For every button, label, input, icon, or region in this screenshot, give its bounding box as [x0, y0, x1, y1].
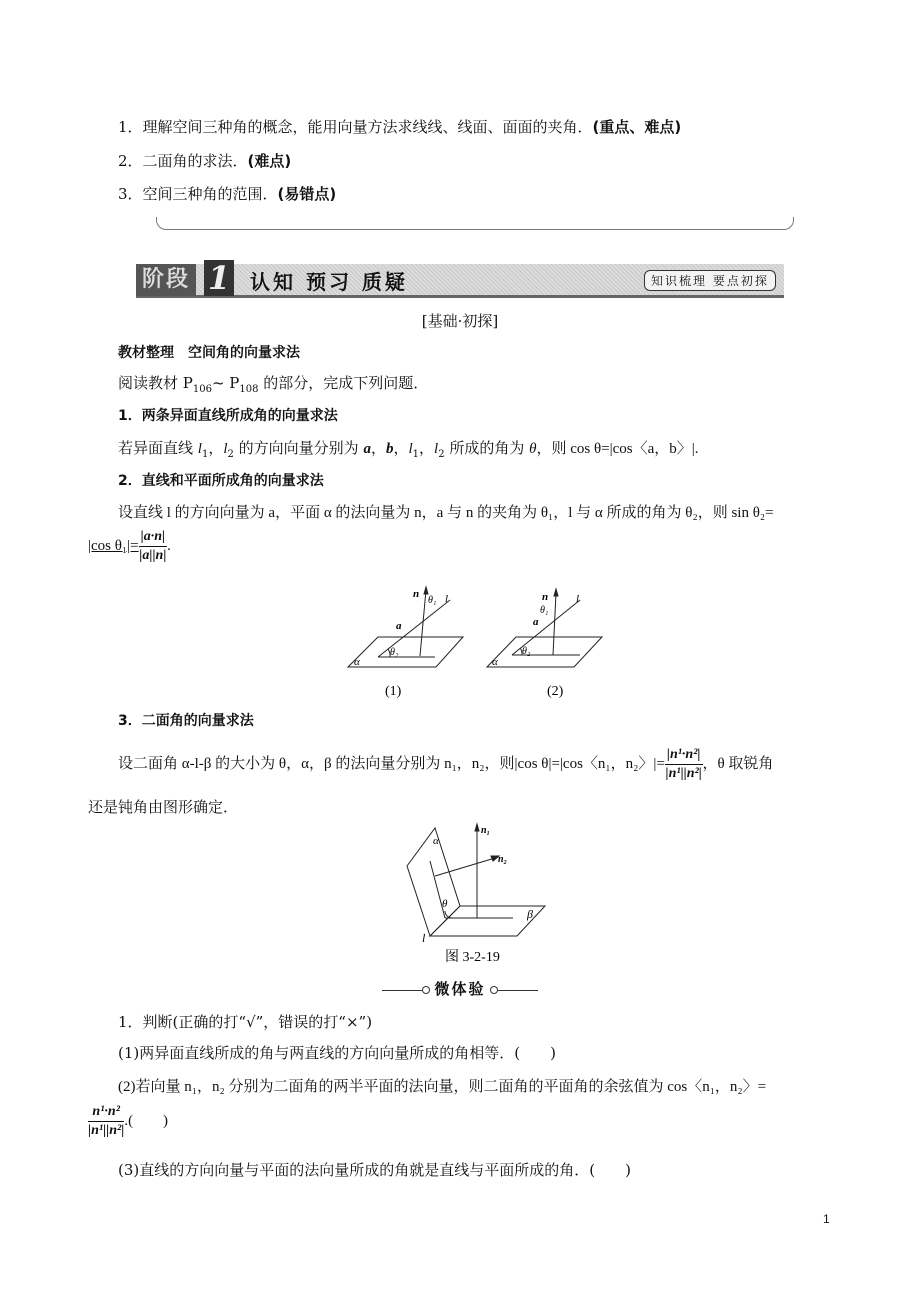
figure-line-plane-angle	[340, 585, 610, 705]
label-l: l	[422, 931, 426, 945]
plane-alpha-1	[348, 637, 463, 667]
label-alpha-1: α	[354, 656, 360, 668]
objective-3	[118, 184, 336, 204]
question-item-2-line2	[88, 1103, 168, 1140]
label-beta: β	[527, 907, 533, 921]
t3-frac-num: |n¹·n²|	[665, 746, 703, 765]
t1-s2b: 2	[438, 449, 445, 460]
page-to: 108	[239, 384, 259, 395]
label-l-1: l	[445, 593, 449, 605]
label-n-2: n	[542, 591, 549, 603]
t1-comma: ，	[208, 439, 224, 457]
topic3-line2: 还是钝角由图形确定．	[88, 798, 239, 816]
label-l-2: l	[576, 593, 580, 605]
banner-tag: 知识梳理 要点初探	[644, 270, 776, 291]
normal-arrow-2	[554, 589, 558, 596]
objective-text: 1．理解空间三种角的概念，能用向量方法求线线、线面、面面的夹角．	[118, 118, 593, 136]
t1-l3: l	[408, 441, 413, 457]
label-theta1-2: θ₁	[540, 605, 549, 616]
separator-line-left	[382, 990, 422, 991]
stage-number: 1	[204, 260, 234, 296]
label-theta: θ	[442, 898, 448, 910]
topic1-body: 若异面直线 $l_1$，$l_2$ 的方向向量分别为 a，b，$l_1$，$l_2$ 所成的角为 θ，则 cos θ=|cos〈a，b〉|.	[118, 439, 699, 460]
t2-cos: |cos θ₁|=	[88, 537, 139, 554]
label-theta2-2: θ₂	[522, 646, 531, 657]
topic3-line1	[118, 746, 773, 783]
t3-end: ，θ 取锐角	[702, 755, 774, 772]
objective-1	[118, 117, 681, 137]
t1-theta: θ	[529, 441, 537, 457]
label-alpha-2: α	[492, 656, 498, 668]
intro-line	[118, 373, 428, 393]
t1-a: a	[363, 441, 371, 457]
t1-mid2: 的方向向量分别为	[233, 439, 364, 457]
n1-arrow	[475, 824, 479, 831]
t1-s2: 2	[227, 449, 234, 460]
label-theta2-1: θ₂	[390, 647, 399, 658]
label-theta1-1: θ₁	[428, 595, 437, 606]
figure-dihedral-angle	[395, 818, 575, 968]
t1-l2: l	[223, 441, 228, 457]
t1-mid3: 所成的角为	[444, 439, 530, 457]
t3-pre: 设二面角 α-l-β 的大小为 θ，α，β 的法向量分别为 n₁，n₂，则|cos θ|=|cos〈n₁，n₂〉|=	[118, 755, 665, 772]
label-a-1: a	[396, 620, 402, 632]
caption-1: (1)	[385, 684, 402, 699]
t2-fraction	[139, 528, 167, 565]
label-n2: n₂	[498, 854, 508, 865]
subheading: [基础·初探]	[421, 312, 499, 330]
caption-2: (2)	[547, 684, 564, 699]
line-l-1	[378, 600, 450, 657]
normal-arrow-1	[424, 587, 428, 594]
objective-tag: (重点、难点)	[592, 118, 682, 136]
separator-label: 微体验	[434, 980, 486, 998]
item2-frac-num: n¹·n²	[88, 1103, 124, 1122]
t2-frac-num: |a·n|	[139, 528, 167, 547]
label-n-1: n	[413, 588, 420, 600]
question-heading: 1．判断(正确的打“√”，错误的打“×”)	[118, 1013, 373, 1031]
item2-end: .( )	[124, 1112, 169, 1129]
question-item-1: (1)两异面直线所成的角与两直线的方向向量所成的角相等．( )	[118, 1044, 556, 1062]
label-a-2: a	[533, 616, 539, 628]
exercise-separator	[0, 979, 920, 999]
t1-end: ，则 cos θ=|cos〈a，b〉|.	[536, 441, 699, 457]
intro-prefix: 阅读教材 P	[118, 374, 193, 392]
figure-caption: 图 3-2-19	[445, 950, 500, 965]
separator-dot-left	[422, 986, 430, 994]
t1-s1b: 1	[412, 449, 420, 460]
topic2-line1: 设直线 l 的方向向量为 a，平面 α 的法向量为 n，a 与 n 的夹角为 θ₁，l 与 α 所成的角为 θ₂，则 sin θ₂=	[118, 505, 774, 521]
objectives-brace	[156, 217, 794, 230]
label-alpha: α	[433, 835, 439, 847]
objective-2	[118, 151, 291, 171]
objective-text: 3．空间三种角的范围．	[118, 185, 278, 203]
topic2-heading: 2．直线和平面所成角的向量求法	[118, 473, 324, 489]
separator-line-right	[498, 990, 538, 991]
objective-text: 2．二面角的求法．	[118, 152, 248, 170]
section-title: 教材整理 空间角的向量求法	[118, 345, 300, 361]
t1-pre: 若异面直线	[118, 439, 198, 457]
normal-n2	[435, 858, 495, 876]
t1-l: l	[197, 441, 202, 457]
objective-tag: (易错点)	[277, 185, 337, 203]
item2-fraction	[88, 1103, 124, 1140]
question-item-3: (3)直线的方向向量与平面的法向量所成的角就是直线与平面所成的角．( )	[118, 1161, 631, 1179]
page-number: 1	[823, 1212, 830, 1226]
question-item-2-line1: (2)若向量 n₁，n₂ 分别为二面角的两半平面的法向量，则二面角的平面角的余弦值为 cos〈n₁，n₂〉=	[118, 1079, 767, 1095]
separator-dot-right	[490, 986, 498, 994]
topic3-heading: 3．二面角的向量求法	[118, 713, 254, 729]
t1-s1: 1	[201, 449, 209, 460]
figure-dihedral-lines	[407, 824, 545, 936]
objective-tag: (难点)	[247, 152, 292, 170]
banner-title: 认知 预习 质疑	[250, 270, 408, 294]
t2-end: .	[167, 537, 171, 554]
stage-label: 阶段	[136, 264, 196, 296]
item2-frac-den: |n¹||n²|	[88, 1123, 125, 1138]
topic2-line2	[88, 528, 171, 565]
normal-n-2	[553, 593, 556, 655]
intro-mid: ~ P	[211, 374, 240, 392]
t1-b: b	[385, 441, 394, 457]
t3-fraction	[665, 746, 703, 783]
intro-suffix: 的部分，完成下列问题．	[258, 374, 429, 392]
plane-alpha-2	[487, 637, 602, 667]
label-n1: n₁	[481, 825, 491, 836]
t1-l4: l	[434, 441, 439, 457]
page-from: 106	[192, 384, 212, 395]
t3-frac-den: |n¹||n²|	[665, 766, 702, 781]
t2-frac-den: |a||n|	[139, 548, 167, 563]
topic1-heading: 1．两条异面直线所成角的向量求法	[118, 408, 338, 424]
